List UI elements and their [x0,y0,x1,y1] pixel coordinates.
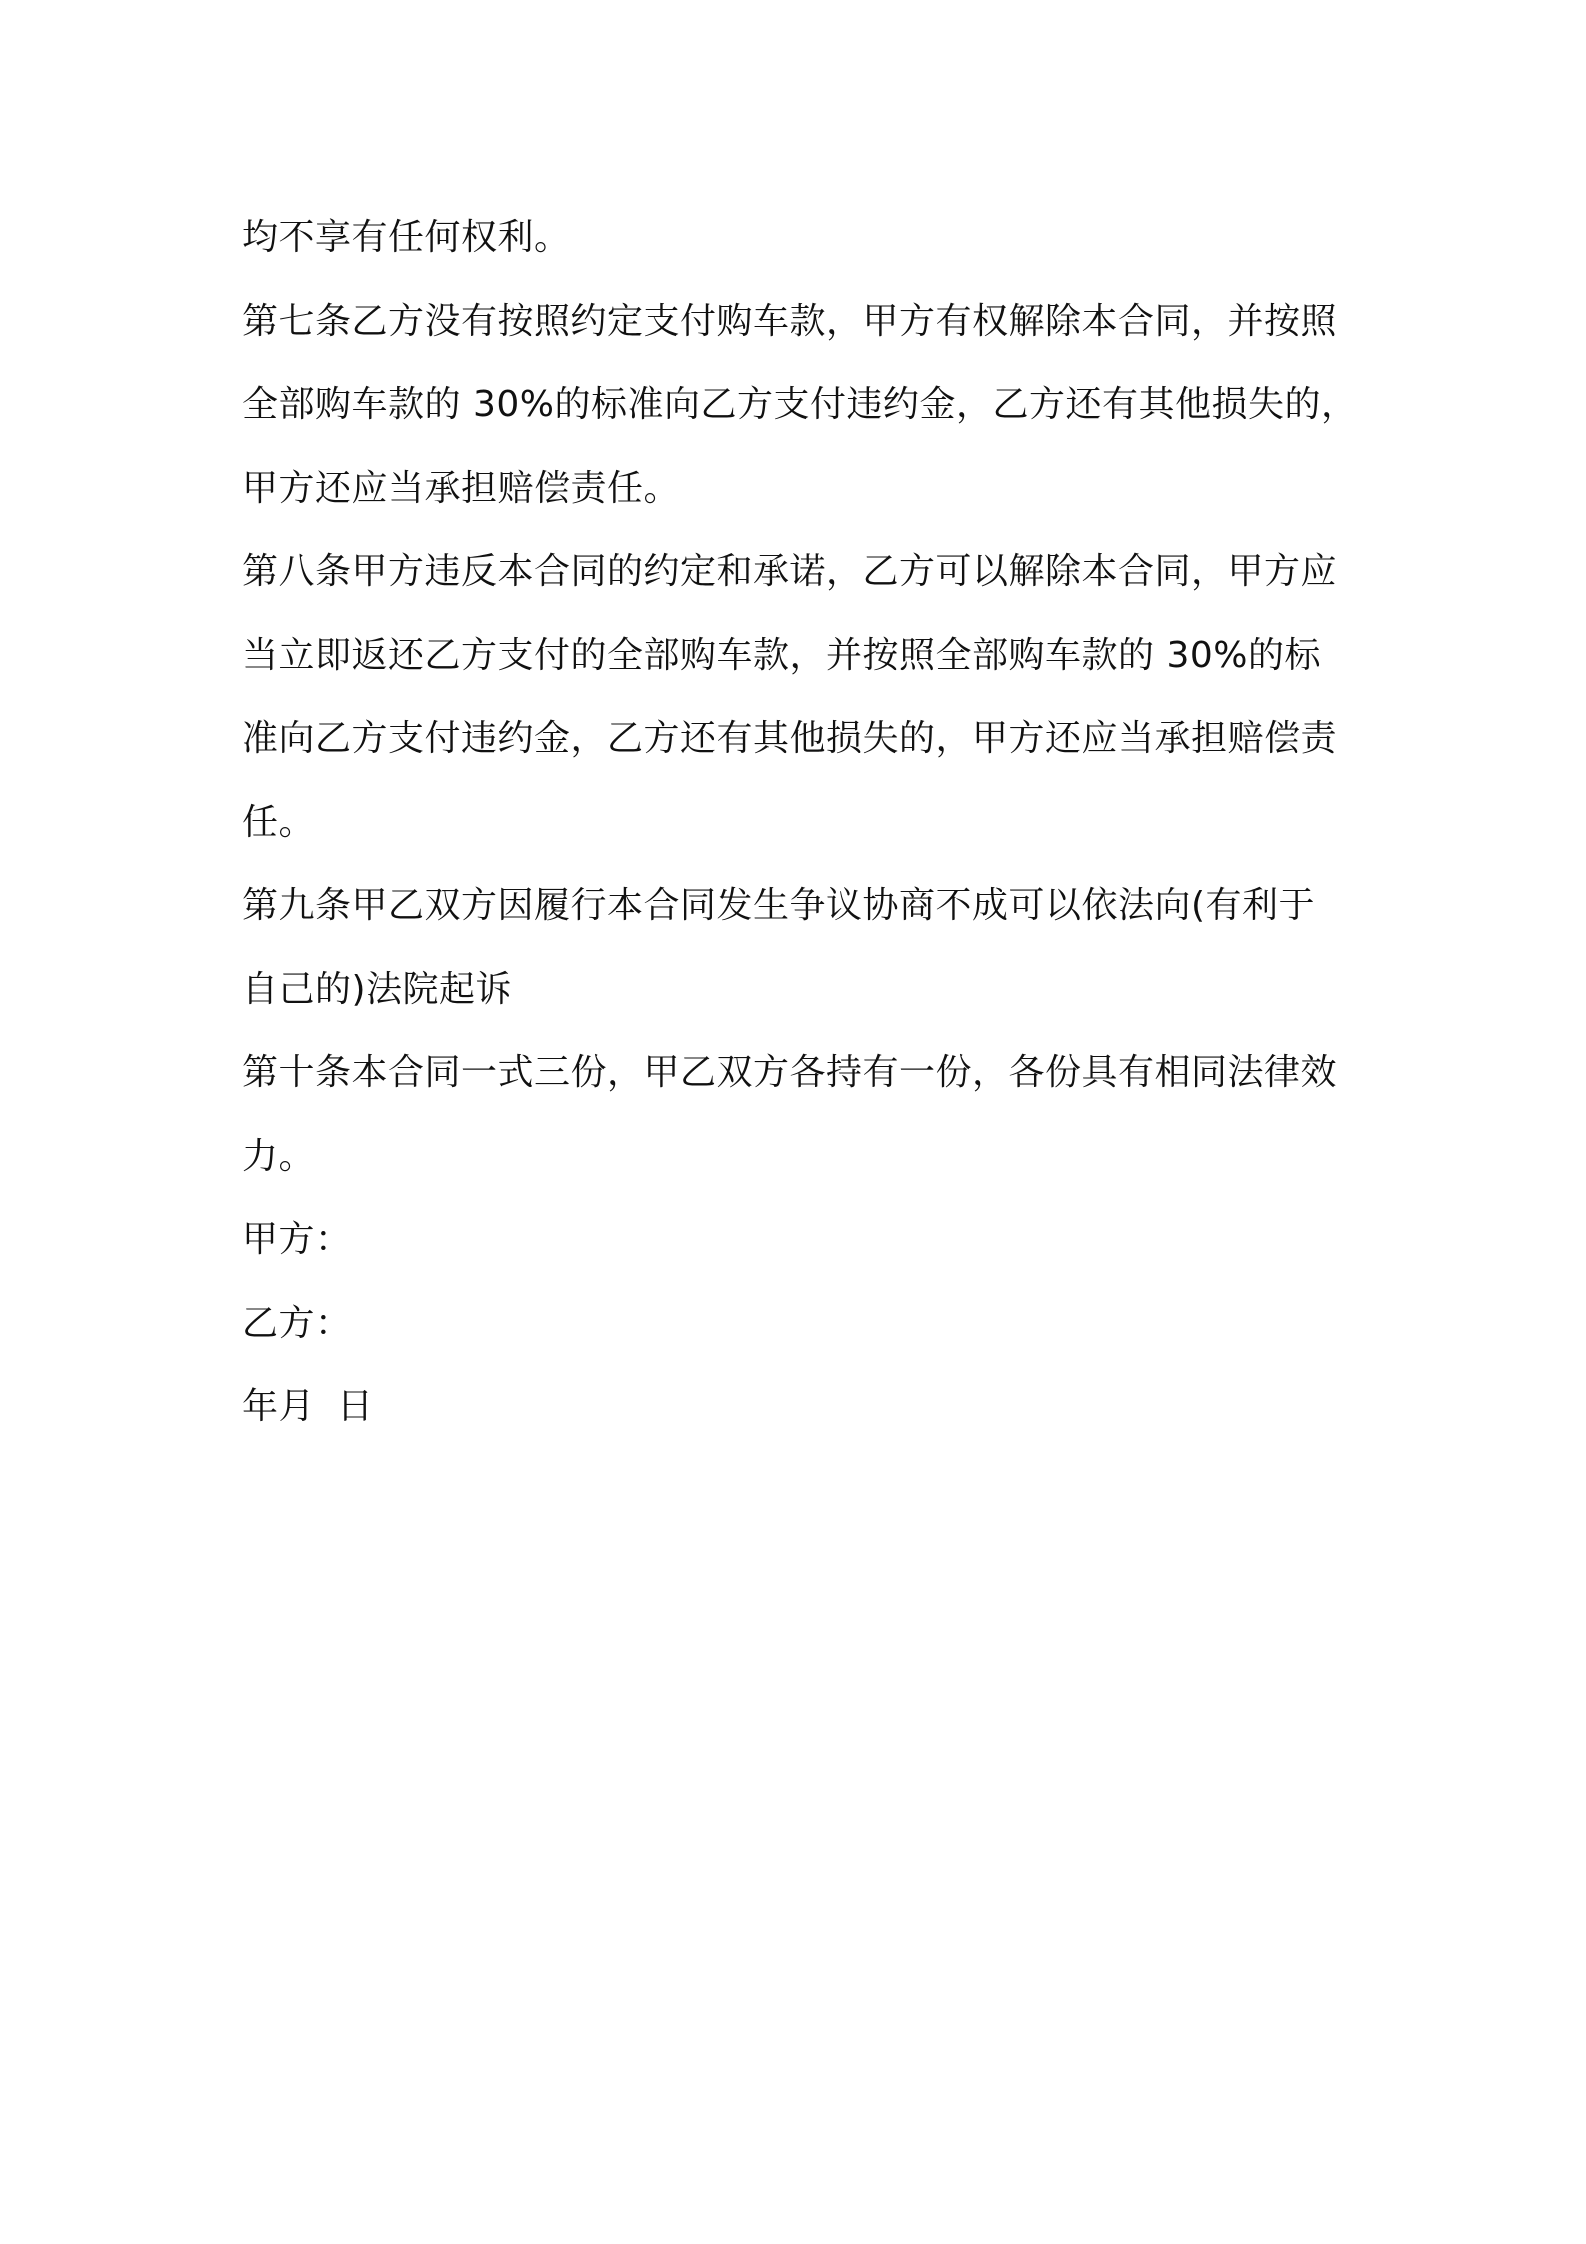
article-8-line-4: 任。 [242,801,316,843]
article-7-line-1: 第七条乙方没有按照约定支付购车款，甲方有权解除本合同，并按照 [242,300,1338,342]
article-9-line-2: 自己的)法院起诉 [242,968,513,1010]
article-10-line-1: 第十条本合同一式三份，甲乙双方各持有一份，各份具有相同法律效 [242,1052,1338,1093]
date-year-month: 年月 [242,1386,316,1427]
party-a-signature-label: 甲方： [242,1219,352,1260]
article-8-line-3: 准向乙方支付违约金，乙方还有其他损失的，甲方还应当承担赔偿责 [242,718,1338,759]
article-8-line-1: 第八条甲方违反本合同的约定和承诺，乙方可以解除本合同，甲方应 [242,551,1338,592]
article-7-line-3: 甲方还应当承担赔偿责任。 [242,467,681,509]
article-10-line-2: 力。 [242,1135,316,1177]
article-9-line-1: 第九条甲乙双方因履行本合同发生争议协商不成可以依法向(有利于 [242,885,1316,926]
article-8-line-2: 当立即返还乙方支付的全部购车款，并按照全部购车款的 30%的标 [242,634,1321,676]
article-7-line-2: 全部购车款的 30%的标准向乙方支付违约金，乙方还有其他损失的， [242,384,1358,425]
contract-text [242,196,1360,1449]
text-line-1: 均不享有任何权利。 [242,217,571,258]
date-line [242,1365,1360,1449]
party-b-signature-label: 乙方： [242,1302,352,1344]
date-day: 日 [337,1386,374,1427]
